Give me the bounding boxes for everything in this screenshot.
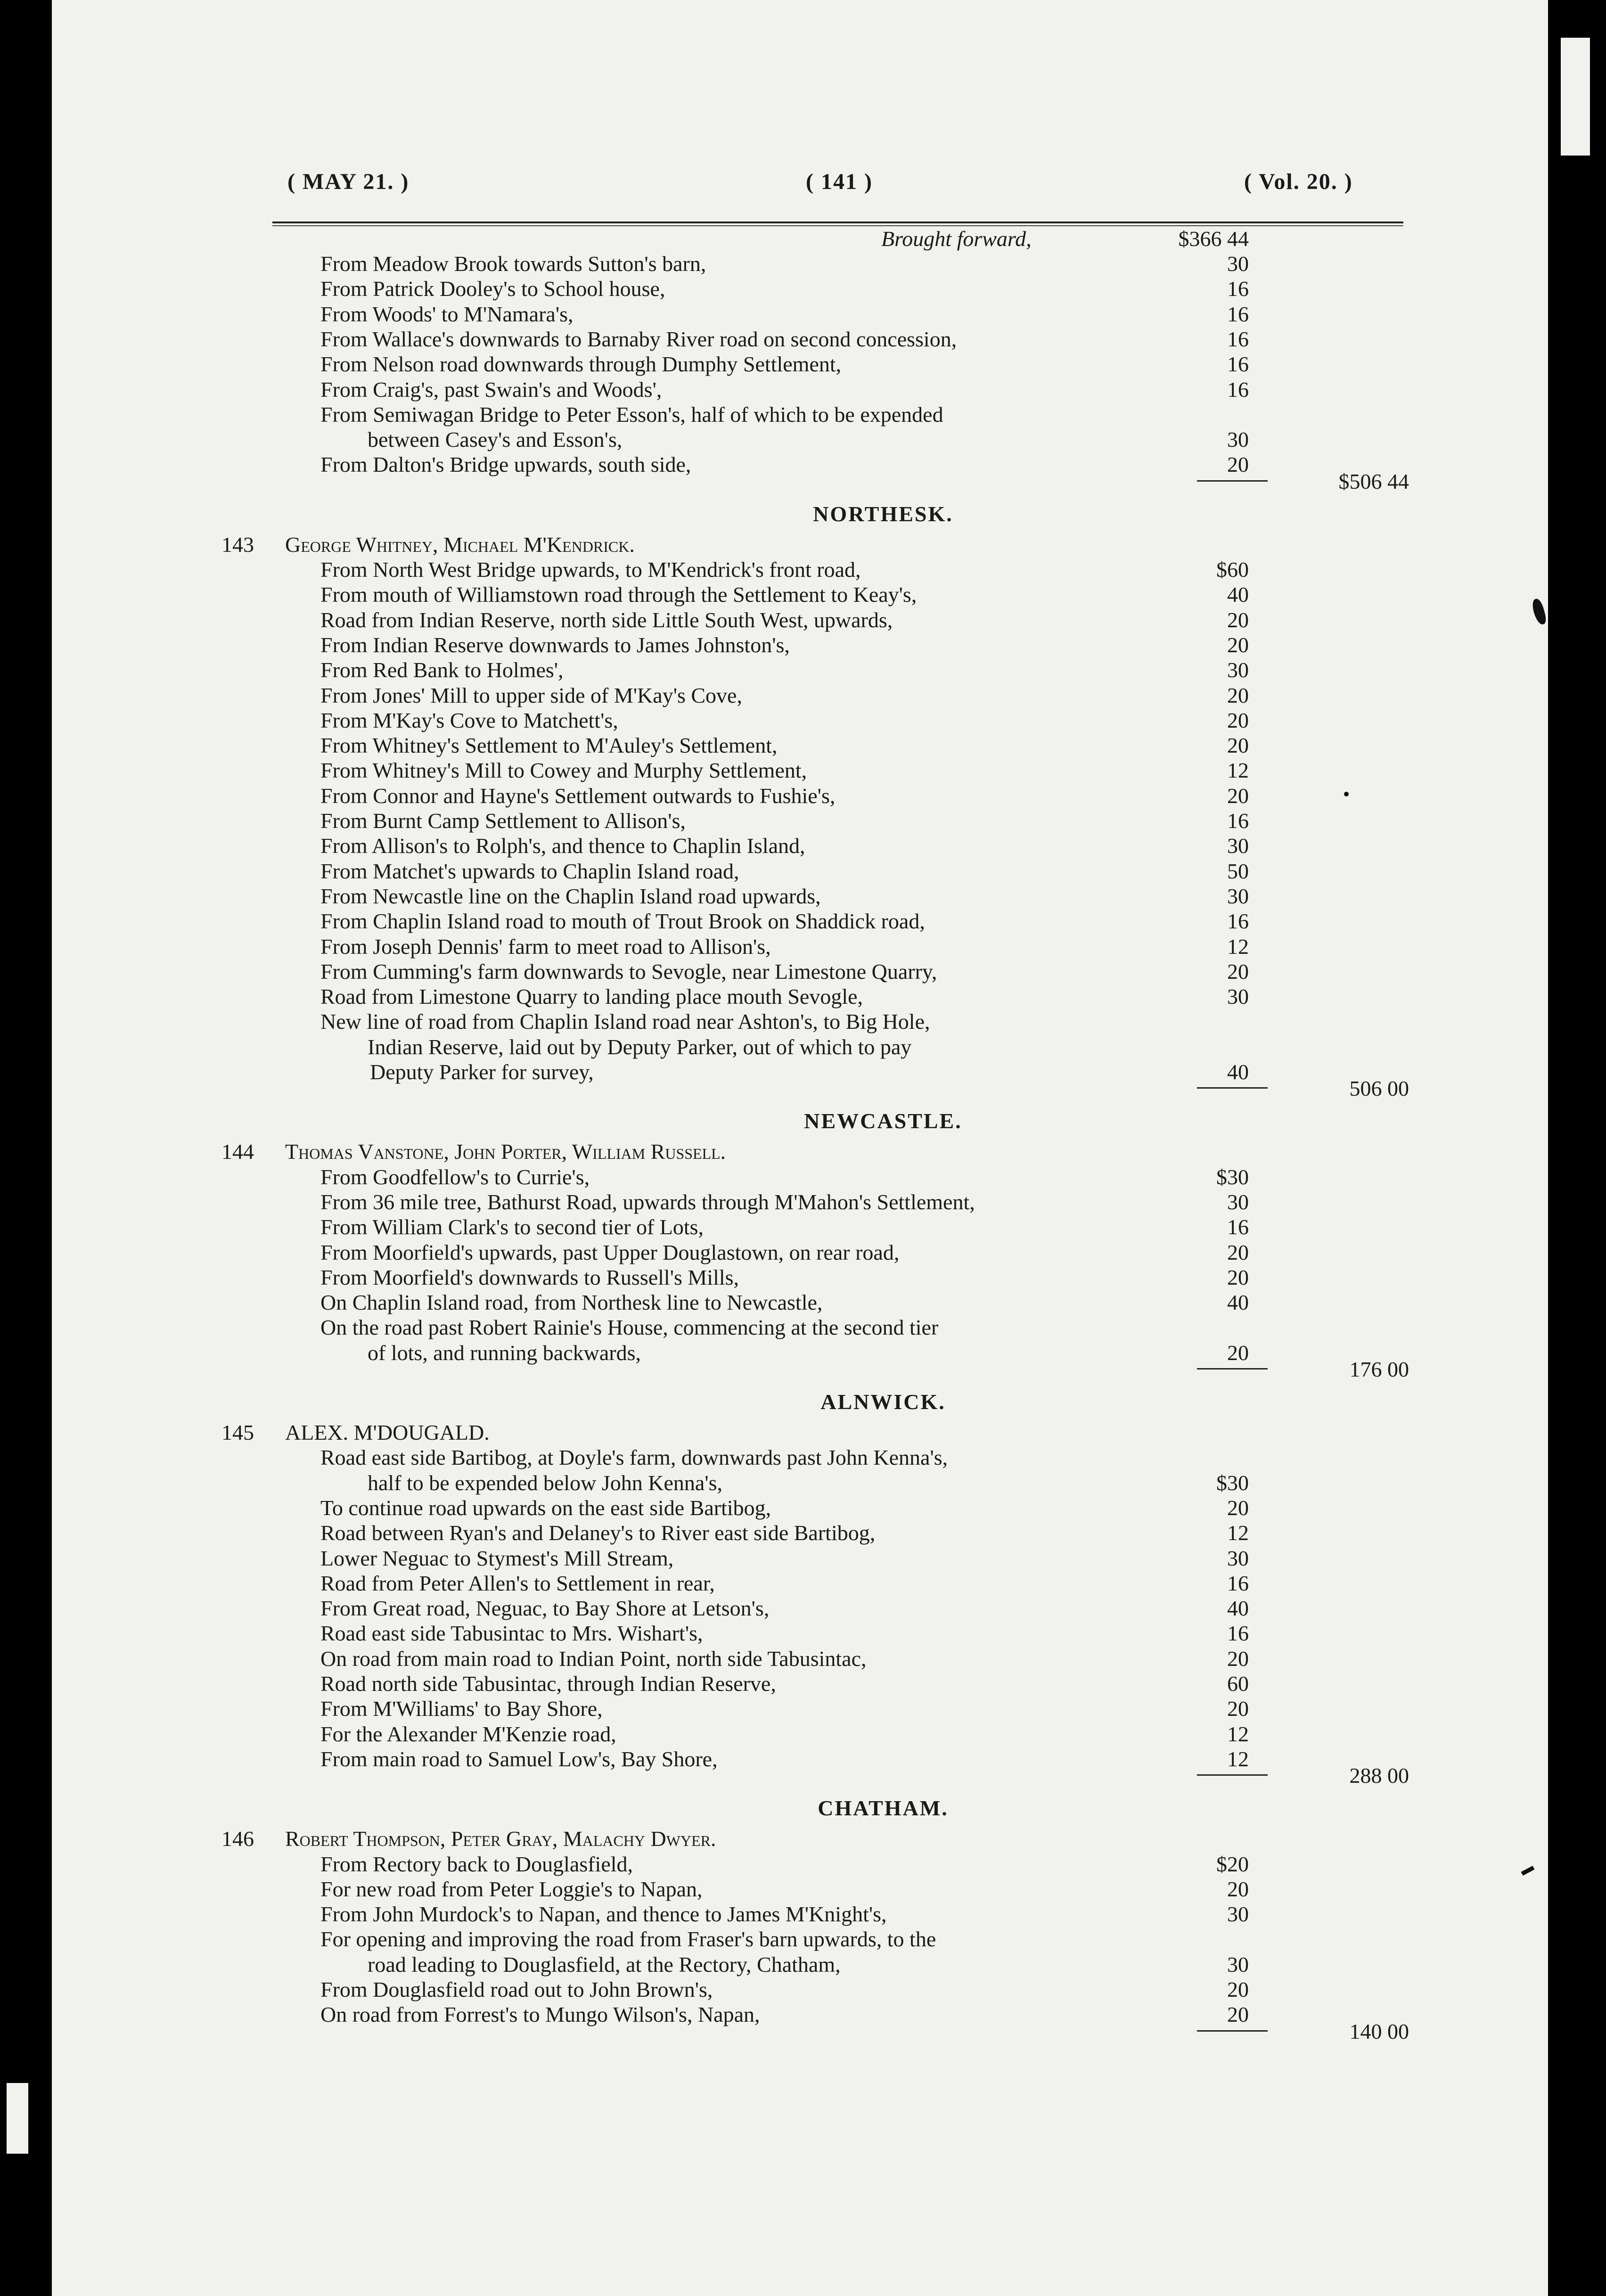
road-description: From Patrick Dooley's to School house, (320, 277, 665, 301)
road-description: From Craig's, past Swain's and Woods', (320, 377, 662, 402)
appropriation-line (0, 1546, 1606, 1571)
road-description: half to be expended below John Kenna's, (368, 1470, 723, 1495)
road-description: From M'Kay's Cove to Matchett's, (320, 708, 618, 732)
appropriation-amount: $30 (1216, 1164, 1249, 1189)
road-description: From Rectory back to Douglasfield, (320, 1852, 633, 1876)
grant-entry-header (0, 1139, 1606, 1164)
subtotal-amount: 506 00 (1349, 1076, 1409, 1101)
appropriation-amount: 20 (1227, 607, 1249, 632)
road-description: Road east side Tabusintac to Mrs. Wishart's, (320, 1621, 703, 1646)
subtotal-line (0, 2019, 1606, 2044)
appropriation-amount: 40 (1227, 582, 1249, 607)
appropriation-line (0, 557, 1606, 582)
appropriation-amount: 12 (1227, 1521, 1249, 1545)
road-description: On road from main road to Indian Point, north side Tabusintac, (320, 1646, 867, 1671)
road-description: Road from Indian Reserve, north side Little South West, upwards, (320, 607, 893, 632)
brought-forward-line (0, 226, 1606, 251)
road-description: From North West Bridge upwards, to M'Kendrick's front road, (320, 558, 861, 582)
appropriation-amount: 20 (1227, 1240, 1249, 1264)
grant-entry-header (0, 532, 1606, 557)
road-description: From Douglasfield road out to John Brown's, (320, 1977, 713, 2001)
appropriation-amount: $20 (1216, 1852, 1249, 1876)
appropriation-line (0, 402, 1606, 427)
road-description: From Cumming's farm downwards to Sevogle, near Limestone Quarry, (320, 959, 937, 984)
road-description: From Meadow Brook towards Sutton's barn, (320, 252, 706, 276)
appropriation-amount: 20 (1227, 1697, 1249, 1721)
grant-entry-header (0, 1826, 1606, 1851)
appropriation-amount: 20 (1227, 683, 1249, 707)
appropriation-amount: 20 (1227, 1495, 1249, 1520)
appropriation-amount: 12 (1227, 934, 1249, 959)
appropriation-amount: 16 (1227, 909, 1249, 934)
road-description: From Nelson road downwards through Dumphy Settlement, (320, 352, 842, 377)
appropriation-amount: 12 (1227, 1722, 1249, 1746)
appropriation-line (0, 1977, 1606, 2002)
appropriation-amount: 30 (1227, 252, 1249, 276)
road-description: From Indian Reserve downwards to James Johnston's, (320, 632, 790, 657)
appropriation-line (0, 1290, 1606, 1315)
appropriation-line (0, 1164, 1606, 1189)
appropriation-line (0, 1214, 1606, 1239)
appropriation-amount: 20 (1227, 452, 1249, 477)
appropriation-line (0, 1927, 1606, 1952)
brought-forward-label: Brought forward, (881, 227, 1032, 251)
appropriation-amount: $60 (1216, 558, 1249, 582)
road-description: road leading to Douglasfield, at the Rectory, Chatham, (368, 1952, 841, 1976)
header-page-number: ( 141 ) (806, 169, 873, 194)
appropriation-line (0, 1445, 1606, 1470)
appropriation-amount: 16 (1227, 302, 1249, 326)
appropriation-line (0, 1495, 1606, 1520)
appropriation-amount: 20 (1227, 1646, 1249, 1671)
road-description: From Matchet's upwards to Chaplin Island road, (320, 859, 739, 883)
page-edge-tab-top (1561, 38, 1590, 156)
subtotal-amount: 140 00 (1349, 2019, 1409, 2043)
commissioner-names: ALEX. M'DOUGALD. (285, 1420, 490, 1444)
grant-entry-header (0, 1420, 1606, 1445)
entry-number: 143 (221, 532, 254, 557)
appropriation-line (0, 808, 1606, 833)
appropriation-line (0, 1315, 1606, 1340)
section-heading: ALNWICK. (820, 1390, 946, 1414)
appropriation-line (0, 1571, 1606, 1596)
appropriation-amount: 20 (1227, 783, 1249, 808)
ink-dot (1344, 792, 1349, 796)
appropriation-line (0, 1240, 1606, 1265)
appropriation-line (0, 934, 1606, 959)
appropriation-amount: 12 (1227, 758, 1249, 783)
appropriation-line (0, 276, 1606, 301)
appropriation-amount: 30 (1227, 658, 1249, 682)
road-description: Deputy Parker for survey, (370, 1060, 594, 1084)
road-description: Road from Peter Allen's to Settlement in rear, (320, 1571, 715, 1595)
appropriation-line (0, 884, 1606, 909)
road-description: Road north side Tabusintac, through Indian Reserve, (320, 1672, 776, 1696)
appropriation-line (0, 657, 1606, 682)
appropriation-line (0, 1722, 1606, 1747)
appropriation-line (0, 1902, 1606, 1927)
road-description: From Great road, Neguac, to Bay Shore at Letson's, (320, 1596, 770, 1621)
appropriation-amount: 50 (1227, 859, 1249, 883)
road-description: From Red Bank to Holmes', (320, 658, 564, 682)
road-description: From Dalton's Bridge upwards, south side, (320, 452, 691, 477)
appropriation-amount: 30 (1227, 834, 1249, 858)
road-description: From Whitney's Mill to Cowey and Murphy Settlement, (320, 758, 807, 783)
subtotal-amount: $506 44 (1338, 469, 1409, 493)
appropriation-amount: 20 (1227, 1265, 1249, 1289)
appropriation-amount: 20 (1227, 959, 1249, 984)
appropriation-line (0, 783, 1606, 808)
appropriation-line (0, 1009, 1606, 1034)
appropriation-line (0, 1952, 1606, 1977)
subtotal-amount: 176 00 (1349, 1357, 1409, 1381)
road-description: From Chaplin Island road to mouth of Trout Brook on Shaddick road, (320, 909, 925, 934)
appropriation-amount: 20 (1227, 1977, 1249, 2001)
appropriation-amount: 30 (1227, 1952, 1249, 1976)
subtotal-line (0, 1763, 1606, 1788)
section-heading: NEWCASTLE. (804, 1109, 962, 1133)
road-description: From John Murdock's to Napan, and thence to James M'Knight's, (320, 1902, 887, 1927)
road-description: On Chaplin Island road, from Northesk line to Newcastle, (320, 1290, 823, 1315)
appropriation-amount: 16 (1227, 352, 1249, 377)
entry-number: 145 (221, 1420, 254, 1444)
appropriation-line (0, 708, 1606, 733)
road-description: Indian Reserve, laid out by Deputy Parker, out of which to pay (368, 1034, 912, 1059)
appropriation-line (0, 758, 1606, 783)
entry-number: 146 (221, 1827, 254, 1851)
appropriation-line (0, 909, 1606, 934)
road-description: From Moorfield's downwards to Russell's Mills, (320, 1265, 739, 1289)
appropriation-amount: 20 (1227, 1340, 1249, 1365)
appropriation-amount: 30 (1227, 1546, 1249, 1570)
appropriation-line (0, 1189, 1606, 1214)
appropriation-amount: 30 (1227, 984, 1249, 1009)
subtotal-line (0, 1357, 1606, 1382)
appropriation-line (0, 632, 1606, 657)
appropriation-amount: 20 (1227, 733, 1249, 758)
section-heading: CHATHAM. (818, 1796, 949, 1820)
appropriation-line (0, 352, 1606, 377)
appropriation-amount: 30 (1227, 1902, 1249, 1927)
road-description: From mouth of Williamstown road through the Settlement to Keay's, (320, 582, 917, 607)
road-description: Road between Ryan's and Delaney's to River east side Bartibog, (320, 1521, 876, 1545)
appropriation-line (0, 582, 1606, 607)
road-description: From Wallace's downwards to Barnaby River road on second concession, (320, 327, 957, 351)
road-description: of lots, and running backwards, (368, 1340, 641, 1365)
subtotal-amount: 288 00 (1349, 1763, 1409, 1788)
road-description: From Joseph Dennis' farm to meet road to Allison's, (320, 934, 771, 959)
appropriation-line (0, 959, 1606, 984)
subtotal-line (0, 1076, 1606, 1101)
road-description: From 36 mile tree, Bathurst Road, upwards through M'Mahon's Settlement, (320, 1189, 975, 1214)
road-description: Road from Limestone Quarry to landing place mouth Sevogle, (320, 984, 863, 1009)
appropriation-line (0, 733, 1606, 758)
road-description: From Goodfellow's to Currie's, (320, 1164, 590, 1189)
road-description: From Woods' to M'Namara's, (320, 302, 574, 326)
appropriation-line (0, 302, 1606, 327)
road-description: For the Alexander M'Kenzie road, (320, 1722, 616, 1746)
road-description: From main road to Samuel Low's, Bay Shore, (320, 1747, 718, 1771)
appropriation-line (0, 1696, 1606, 1721)
road-description: New line of road from Chaplin Island road near Ashton's, to Big Hole, (320, 1009, 930, 1034)
appropriation-line (0, 1646, 1606, 1671)
appropriation-line (0, 1520, 1606, 1545)
appropriation-amount: 16 (1227, 377, 1249, 402)
road-description: From Jones' Mill to upper side of M'Kay's Cove, (320, 683, 742, 707)
appropriation-line (0, 251, 1606, 276)
header-volume: ( Vol. 20. ) (1244, 169, 1353, 194)
brought-forward-amount: $366 44 (1178, 227, 1249, 251)
appropriation-amount: 20 (1227, 632, 1249, 657)
appropriation-amount: 16 (1227, 277, 1249, 301)
road-description: To continue road upwards on the east side Bartibog, (320, 1495, 771, 1520)
appropriation-line (0, 1265, 1606, 1290)
appropriation-amount: 12 (1227, 1747, 1249, 1771)
appropriation-amount: 30 (1227, 1189, 1249, 1214)
road-description: From Burnt Camp Settlement to Allison's, (320, 809, 686, 833)
road-description: From Whitney's Settlement to M'Auley's Settlement, (320, 733, 778, 758)
appropriation-amount: 16 (1227, 1621, 1249, 1646)
appropriation-line (0, 1877, 1606, 1902)
road-description: From M'Williams' to Bay Shore, (320, 1697, 603, 1721)
road-description: For opening and improving the road from Fraser's barn upwards, to the (320, 1927, 936, 1952)
appropriation-amount: 16 (1227, 1571, 1249, 1595)
appropriation-line (0, 859, 1606, 884)
appropriation-line (0, 377, 1606, 402)
road-description: From Moorfield's upwards, past Upper Douglastown, on rear road, (320, 1240, 900, 1264)
appropriation-amount: 20 (1227, 1877, 1249, 1901)
road-description: Lower Neguac to Stymest's Mill Stream, (320, 1546, 674, 1570)
appropriation-amount: 16 (1227, 1215, 1249, 1239)
appropriation-amount: 30 (1227, 427, 1249, 452)
road-description: For new road from Peter Loggie's to Napan, (320, 1877, 703, 1901)
subtotal-line (0, 469, 1606, 494)
commissioner-names: Thomas Vanstone, John Porter, William Russell. (285, 1140, 726, 1164)
road-description: From Allison's to Rolph's, and thence to Chaplin Island, (320, 834, 805, 858)
entry-number: 144 (221, 1140, 254, 1164)
appropriation-line (0, 1621, 1606, 1646)
appropriation-amount: 20 (1227, 708, 1249, 732)
road-description: From William Clark's to second tier of Lots, (320, 1215, 704, 1239)
appropriation-amount: 40 (1227, 1290, 1249, 1315)
appropriation-line (0, 607, 1606, 632)
road-description: Road east side Bartibog, at Doyle's farm, downwards past John Kenna's, (320, 1445, 948, 1470)
appropriation-line (0, 984, 1606, 1009)
appropriation-line (0, 683, 1606, 708)
appropriation-amount: 30 (1227, 884, 1249, 908)
appropriation-line (0, 327, 1606, 352)
road-description: From Semiwagan Bridge to Peter Esson's, half of which to be expended (320, 402, 943, 426)
commissioner-names: Robert Thompson, Peter Gray, Malachy Dwyer. (285, 1827, 716, 1851)
appropriation-amount: 60 (1227, 1672, 1249, 1696)
commissioner-names: George Whitney, Michael M'Kendrick. (285, 532, 635, 557)
road-description: From Newcastle line on the Chaplin Island road upwards, (320, 884, 821, 908)
appropriation-amount: $30 (1216, 1470, 1249, 1495)
appropriation-amount: 20 (1227, 2002, 1249, 2027)
appropriation-amount: 16 (1227, 809, 1249, 833)
appropriation-line (0, 427, 1606, 452)
appropriation-amount: 40 (1227, 1060, 1249, 1084)
road-description: On road from Forrest's to Mungo Wilson's, Napan, (320, 2002, 760, 2027)
appropriation-line (0, 1034, 1606, 1059)
section-heading: NORTHESK. (813, 501, 953, 526)
appropriation-line (0, 1596, 1606, 1621)
road-description: On the road past Robert Rainie's House, commencing at the second tier (320, 1315, 939, 1340)
header-date: ( MAY 21. ) (287, 169, 410, 194)
appropriation-line (0, 833, 1606, 858)
road-description: between Casey's and Esson's, (368, 427, 623, 452)
appropriation-line (0, 1852, 1606, 1877)
header-rule (272, 221, 1403, 223)
page-edge-tab-bottom (7, 2083, 28, 2154)
appropriation-amount: 16 (1227, 327, 1249, 351)
appropriation-amount: 40 (1227, 1596, 1249, 1621)
appropriation-line (0, 1470, 1606, 1495)
road-description: From Connor and Hayne's Settlement outwards to Fushie's, (320, 783, 836, 808)
appropriation-line (0, 1671, 1606, 1696)
